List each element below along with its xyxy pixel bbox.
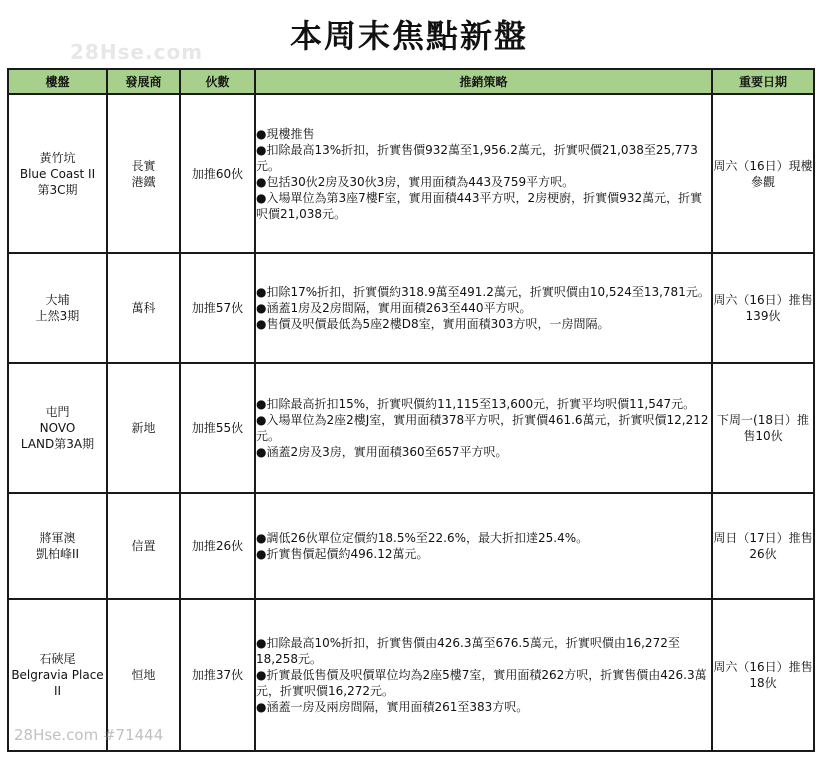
strategy-cell: [255, 363, 712, 493]
developer-line: 長實: [131, 158, 156, 173]
developer-line: 信置: [131, 539, 156, 553]
strategy-bullet: ●涵蓋1房及2房間隔，實用面積263至440平方呎。: [256, 301, 532, 315]
header-developer: 發展商: [107, 69, 180, 94]
strategy-cell: [255, 253, 712, 363]
date-cell: 下周一(18日）推售10伙: [712, 363, 814, 493]
strategy-bullet: ●涵蓋2房及3房，實用面積360至657平方呎。: [256, 445, 508, 459]
new-homes-table: [7, 68, 815, 752]
estate-cell: [8, 363, 107, 493]
watermark-top: 28Hse.com: [70, 40, 204, 64]
developer-cell: [107, 253, 180, 363]
units-cell: 加推37伙: [180, 599, 255, 751]
developer-line: 港鐵: [131, 174, 156, 189]
estate-line: LAND第3A期: [20, 437, 95, 451]
date-cell: 周六（16日）推售139伙: [712, 253, 814, 363]
developer-line: 萬科: [131, 301, 156, 315]
estate-line: 第3C期: [37, 182, 78, 197]
estate-cell: [8, 253, 107, 363]
table-row: [8, 253, 814, 363]
date-cell: 周六（16日）推售18伙: [712, 599, 814, 751]
developer-line: 新地: [131, 421, 156, 435]
estate-line: 凱柏峰II: [35, 547, 80, 561]
estate-line: 上然3期: [35, 309, 80, 323]
strategy-bullet: ●扣除最高13%折扣，折實售價932萬至1,956.2萬元，折實呎價21,038至25,773元。: [256, 142, 698, 173]
table-row: [8, 493, 814, 599]
strategy-bullet: ●入場單位為第3座7樓F室，實用面積443平方呎，2房梗廚，折實價932萬元，折實呎價21,038元。: [256, 190, 703, 221]
table-row: [8, 94, 814, 253]
estate-line: 將軍澳: [39, 531, 76, 545]
strategy-bullet: ●扣除最高折扣15%，折實呎價約11,115至13,600元，折實平均呎價11,547元。: [256, 397, 696, 411]
developer-line: 恒地: [131, 668, 156, 682]
units-cell: 加推57伙: [180, 253, 255, 363]
page-title: 本周末焦點新盤: [289, 17, 528, 55]
estate-line: II: [53, 684, 62, 698]
units-cell: 加推60伙: [180, 94, 255, 253]
strategy-bullet: ●折實售價起價約496.12萬元。: [256, 547, 429, 561]
table-row: [8, 363, 814, 493]
strategy-cell: [255, 599, 712, 751]
watermark-bottom: 28Hse.com #71444: [14, 726, 164, 744]
strategy-bullet: ●扣除最高10%折扣，折實售價由426.3萬至676.5萬元，折實呎價由16,272至18,258元。: [256, 636, 680, 666]
strategy-bullet: ●調低26伙單位定價約18.5%至22.6%，最大折扣達25.4%。: [256, 531, 589, 545]
units-cell: 加推26伙: [180, 493, 255, 599]
estate-line: 石硤尾: [39, 652, 76, 666]
strategy-bullet: ●現樓推售: [256, 126, 315, 141]
strategy-bullet: ●扣除17%折扣，折實價約318.9萬至491.2萬元，折實呎價由10,524至13,781元。: [256, 285, 710, 299]
developer-cell: [107, 94, 180, 253]
strategy-cell: [255, 94, 712, 253]
estate-line: 大埔: [45, 293, 70, 307]
strategy-cell: [255, 493, 712, 599]
strategy-bullet: ●售價及呎價最低為5座2樓D8室，實用面積303方呎，一房間隔。: [256, 317, 610, 331]
units-cell: 加推55伙: [180, 363, 255, 493]
strategy-bullet: ●折實最低售價及呎價單位均為2座5樓7室，實用面積262方呎，折實售價由426.3萬元，折實呎價16,272元。: [256, 668, 707, 698]
estate-line: 黃竹坑: [39, 150, 76, 165]
estate-line: Blue Coast II: [19, 166, 96, 181]
estate-line: 屯門: [45, 405, 70, 419]
estate-cell: [8, 493, 107, 599]
date-cell: 周日（17日）推售26伙: [712, 493, 814, 599]
strategy-bullet: ●包括30伙2房及30伙3房，實用面積為443及759平方呎。: [256, 174, 575, 189]
header-date: 重要日期: [712, 69, 814, 94]
header-row: [8, 69, 814, 94]
header-units: 伙數: [180, 69, 255, 94]
estate-cell: [8, 94, 107, 253]
developer-cell: [107, 493, 180, 599]
developer-cell: [107, 363, 180, 493]
estate-line: NOVO: [39, 421, 76, 435]
strategy-bullet: ●入場單位為2座2樓J室，實用面積378平方呎，折實價461.6萬元，折實呎價12,212元。: [256, 413, 709, 443]
header-estate: 樓盤: [8, 69, 107, 94]
header-strategy: 推銷策略: [255, 69, 712, 94]
estate-line: Belgravia Place: [11, 668, 104, 682]
date-cell: 周六（16日）現樓參觀: [712, 94, 814, 253]
strategy-bullet: ●涵蓋一房及兩房間隔，實用面積261至383方呎。: [256, 700, 529, 714]
